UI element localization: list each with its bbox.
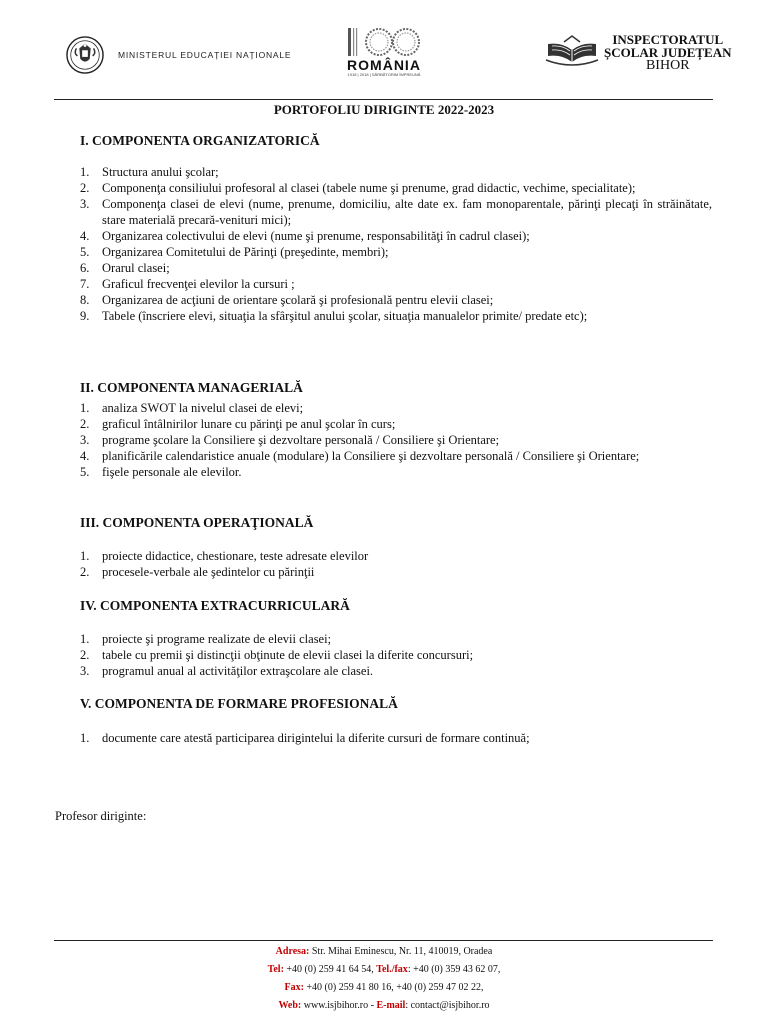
list-item-number: 2.: [80, 648, 90, 662]
list-item-text: Structura anului şcolar;: [102, 165, 219, 179]
list-item-text: Componenţa clasei de elevi (nume, prenume, domiciliu, alte date ex. fam monoparentale, părinţi plecaţi în străinătate, stare materială precară-venituri mici);: [102, 197, 712, 227]
list-item: [80, 432, 712, 448]
romania-coat-of-arms-icon: [66, 36, 104, 74]
isj-line-2: ȘCOLAR JUDEȚEAN: [604, 44, 732, 60]
section-title-extracurriculara: IV. COMPONENTA EXTRACURRICULARĂ: [80, 598, 350, 613]
section-list-operationala: [80, 548, 712, 580]
section-list-organizatorica: [80, 164, 712, 324]
list-item: [80, 647, 712, 663]
list-item-number: 3.: [80, 197, 90, 211]
list-item-text: Organizarea colectivului de elevi (nume şi prenume, responsabilităţi în cadrul clasei);: [102, 229, 530, 243]
list-item-text: proiecte didactice, chestionare, teste adresate elevilor: [102, 549, 369, 563]
list-item: [80, 448, 712, 464]
section-title-formare-profesionala: V. COMPONENTA DE FORMARE PROFESIONALĂ: [80, 696, 398, 711]
web-link[interactable]: www.isjbihor.ro -: [301, 1000, 377, 1011]
address-label: Adresa:: [275, 946, 310, 957]
list-item-number: 1.: [80, 632, 90, 646]
list-item-number: 2.: [80, 565, 90, 579]
list-item: [80, 548, 712, 564]
isj-line-3: BIHOR: [645, 57, 690, 73]
list-item: [80, 730, 712, 746]
isj-line-1: INSPECTORATUL: [612, 31, 724, 47]
list-item: [80, 400, 712, 416]
list-item-number: 2.: [80, 417, 90, 431]
list-item-text: proiecte şi programe realizate de elevii clasei;: [102, 632, 332, 646]
section-title-manageriala: II. COMPONENTA MANAGERIALĂ: [80, 380, 303, 395]
list-item-text: programul anual al activităţilor extraşcolare ale clasei.: [102, 664, 374, 678]
list-item-number: 3.: [80, 433, 90, 447]
list-item: [80, 228, 712, 244]
footer-contact: [0, 943, 768, 1015]
list-item-number: 4.: [80, 229, 90, 243]
list-item: [80, 464, 712, 480]
footer-fax-line: [0, 979, 768, 997]
list-item: [80, 663, 712, 679]
list-item-text: graficul întâlnirilor lunare cu părinţi pe anul şcolar în curs;: [102, 417, 396, 431]
open-book-icon: [544, 32, 600, 72]
isj-name: [604, 33, 732, 72]
email-link[interactable]: : contact@isjbihor.ro: [405, 1000, 490, 1011]
section-list-manageriala: [80, 400, 712, 480]
list-item-number: 1.: [80, 165, 90, 179]
list-item-number: 1.: [80, 401, 90, 415]
centenary-logo: [338, 26, 430, 90]
section-list-formare-profesionala: [80, 730, 712, 746]
list-item-number: 1.: [80, 731, 90, 745]
header-divider: [54, 99, 713, 100]
list-item-text: Organizarea de acţiuni de orientare şcolară şi profesională pentru elevii clasei;: [102, 293, 494, 307]
list-item: [80, 196, 712, 228]
list-item-number: 7.: [80, 277, 90, 291]
list-item: [80, 244, 712, 260]
centenary-romania-label: ROMÂNIA: [347, 57, 421, 73]
list-item-number: 6.: [80, 261, 90, 275]
tel-label: Tel:: [267, 964, 284, 975]
list-item-number: 4.: [80, 449, 90, 463]
list-item-text: programe şcolare la Consiliere şi dezvoltare personală / Consiliere şi Orientare;: [102, 433, 500, 447]
list-item: [80, 260, 712, 276]
footer-web-line: [0, 997, 768, 1015]
list-item: [80, 292, 712, 308]
list-item: [80, 564, 712, 580]
footer-address-line: [0, 943, 768, 961]
list-item-text: fişele personale ale elevilor.: [102, 465, 242, 479]
list-item-number: 2.: [80, 181, 90, 195]
web-label: Web:: [278, 1000, 302, 1011]
list-item-text: Graficul frecvenţei elevilor la cursuri ;: [102, 277, 295, 291]
list-item-number: 5.: [80, 465, 90, 479]
list-item-number: 9.: [80, 309, 90, 323]
signature-label: Profesor diriginte:: [55, 809, 147, 823]
list-item: [80, 164, 712, 180]
centenary-100-icon: [346, 26, 422, 58]
list-item: [80, 631, 712, 647]
ministry-name: MINISTERUL EDUCAȚIEI NAȚIONALE: [118, 50, 292, 60]
list-item-number: 8.: [80, 293, 90, 307]
list-item: [80, 416, 712, 432]
section-title-organizatorica: I. COMPONENTA ORGANIZATORICĂ: [80, 133, 320, 148]
tel-value: +40 (0) 259 41 64 54,: [283, 964, 377, 975]
centenary-subtext: 1918 | 2018 | SĂRBĂTORIM ÎMPREUNĂ: [347, 72, 421, 77]
footer-tel-line: [0, 961, 768, 979]
isj-logo: [544, 32, 732, 72]
list-item-text: analiza SWOT la nivelul clasei de elevi;: [102, 401, 304, 415]
list-item-text: Orarul clasei;: [102, 261, 170, 275]
list-item: [80, 276, 712, 292]
section-title-operationala: III. COMPONENTA OPERAŢIONALĂ: [80, 515, 314, 530]
address-value: Str. Mihai Eminescu, Nr. 11, 410019, Oradea: [309, 946, 493, 957]
telfax-value: : +40 (0) 359 43 62 07,: [407, 964, 501, 975]
fax-label: Fax:: [284, 982, 304, 993]
list-item-number: 3.: [80, 664, 90, 678]
email-label: E-mail: [376, 1000, 406, 1011]
section-list-extracurriculara: [80, 631, 712, 679]
ministry-logo: [66, 36, 291, 74]
list-item-text: Componenţa consiliului profesoral al clasei (tabele nume şi prenume, grad didactic, vechime, specialitate);: [102, 181, 636, 195]
list-item: [80, 180, 712, 196]
fax-value: +40 (0) 259 41 80 16, +40 (0) 259 47 02 22,: [303, 982, 484, 993]
list-item-text: planificările calendaristice anuale (modulare) la Consiliere şi dezvoltare personală / Consiliere şi Orientare;: [102, 449, 640, 463]
list-item-text: Tabele (înscriere elevi, situaţia la sfârşitul anului şcolar, situaţia manualelor primite/ predate etc);: [102, 309, 588, 323]
list-item-text: procesele-verbale ale şedintelor cu părinţii: [102, 565, 315, 579]
document-title: PORTOFOLIU DIRIGINTE 2022-2023: [273, 102, 495, 117]
list-item: [80, 308, 712, 324]
footer-divider: [54, 940, 713, 941]
list-item-text: tabele cu premii şi distincţii obţinute de elevii clasei la diferite concursuri;: [102, 648, 474, 662]
letterhead: [0, 0, 768, 100]
list-item-number: 1.: [80, 549, 90, 563]
telfax-label: Tel./fax: [376, 964, 408, 975]
list-item-text: documente care atestă participarea dirigintelui la diferite cursuri de formare continuă;: [102, 731, 530, 745]
list-item-text: Organizarea Comitetului de Părinţi (preşedinte, membri);: [102, 245, 389, 259]
list-item-number: 5.: [80, 245, 90, 259]
